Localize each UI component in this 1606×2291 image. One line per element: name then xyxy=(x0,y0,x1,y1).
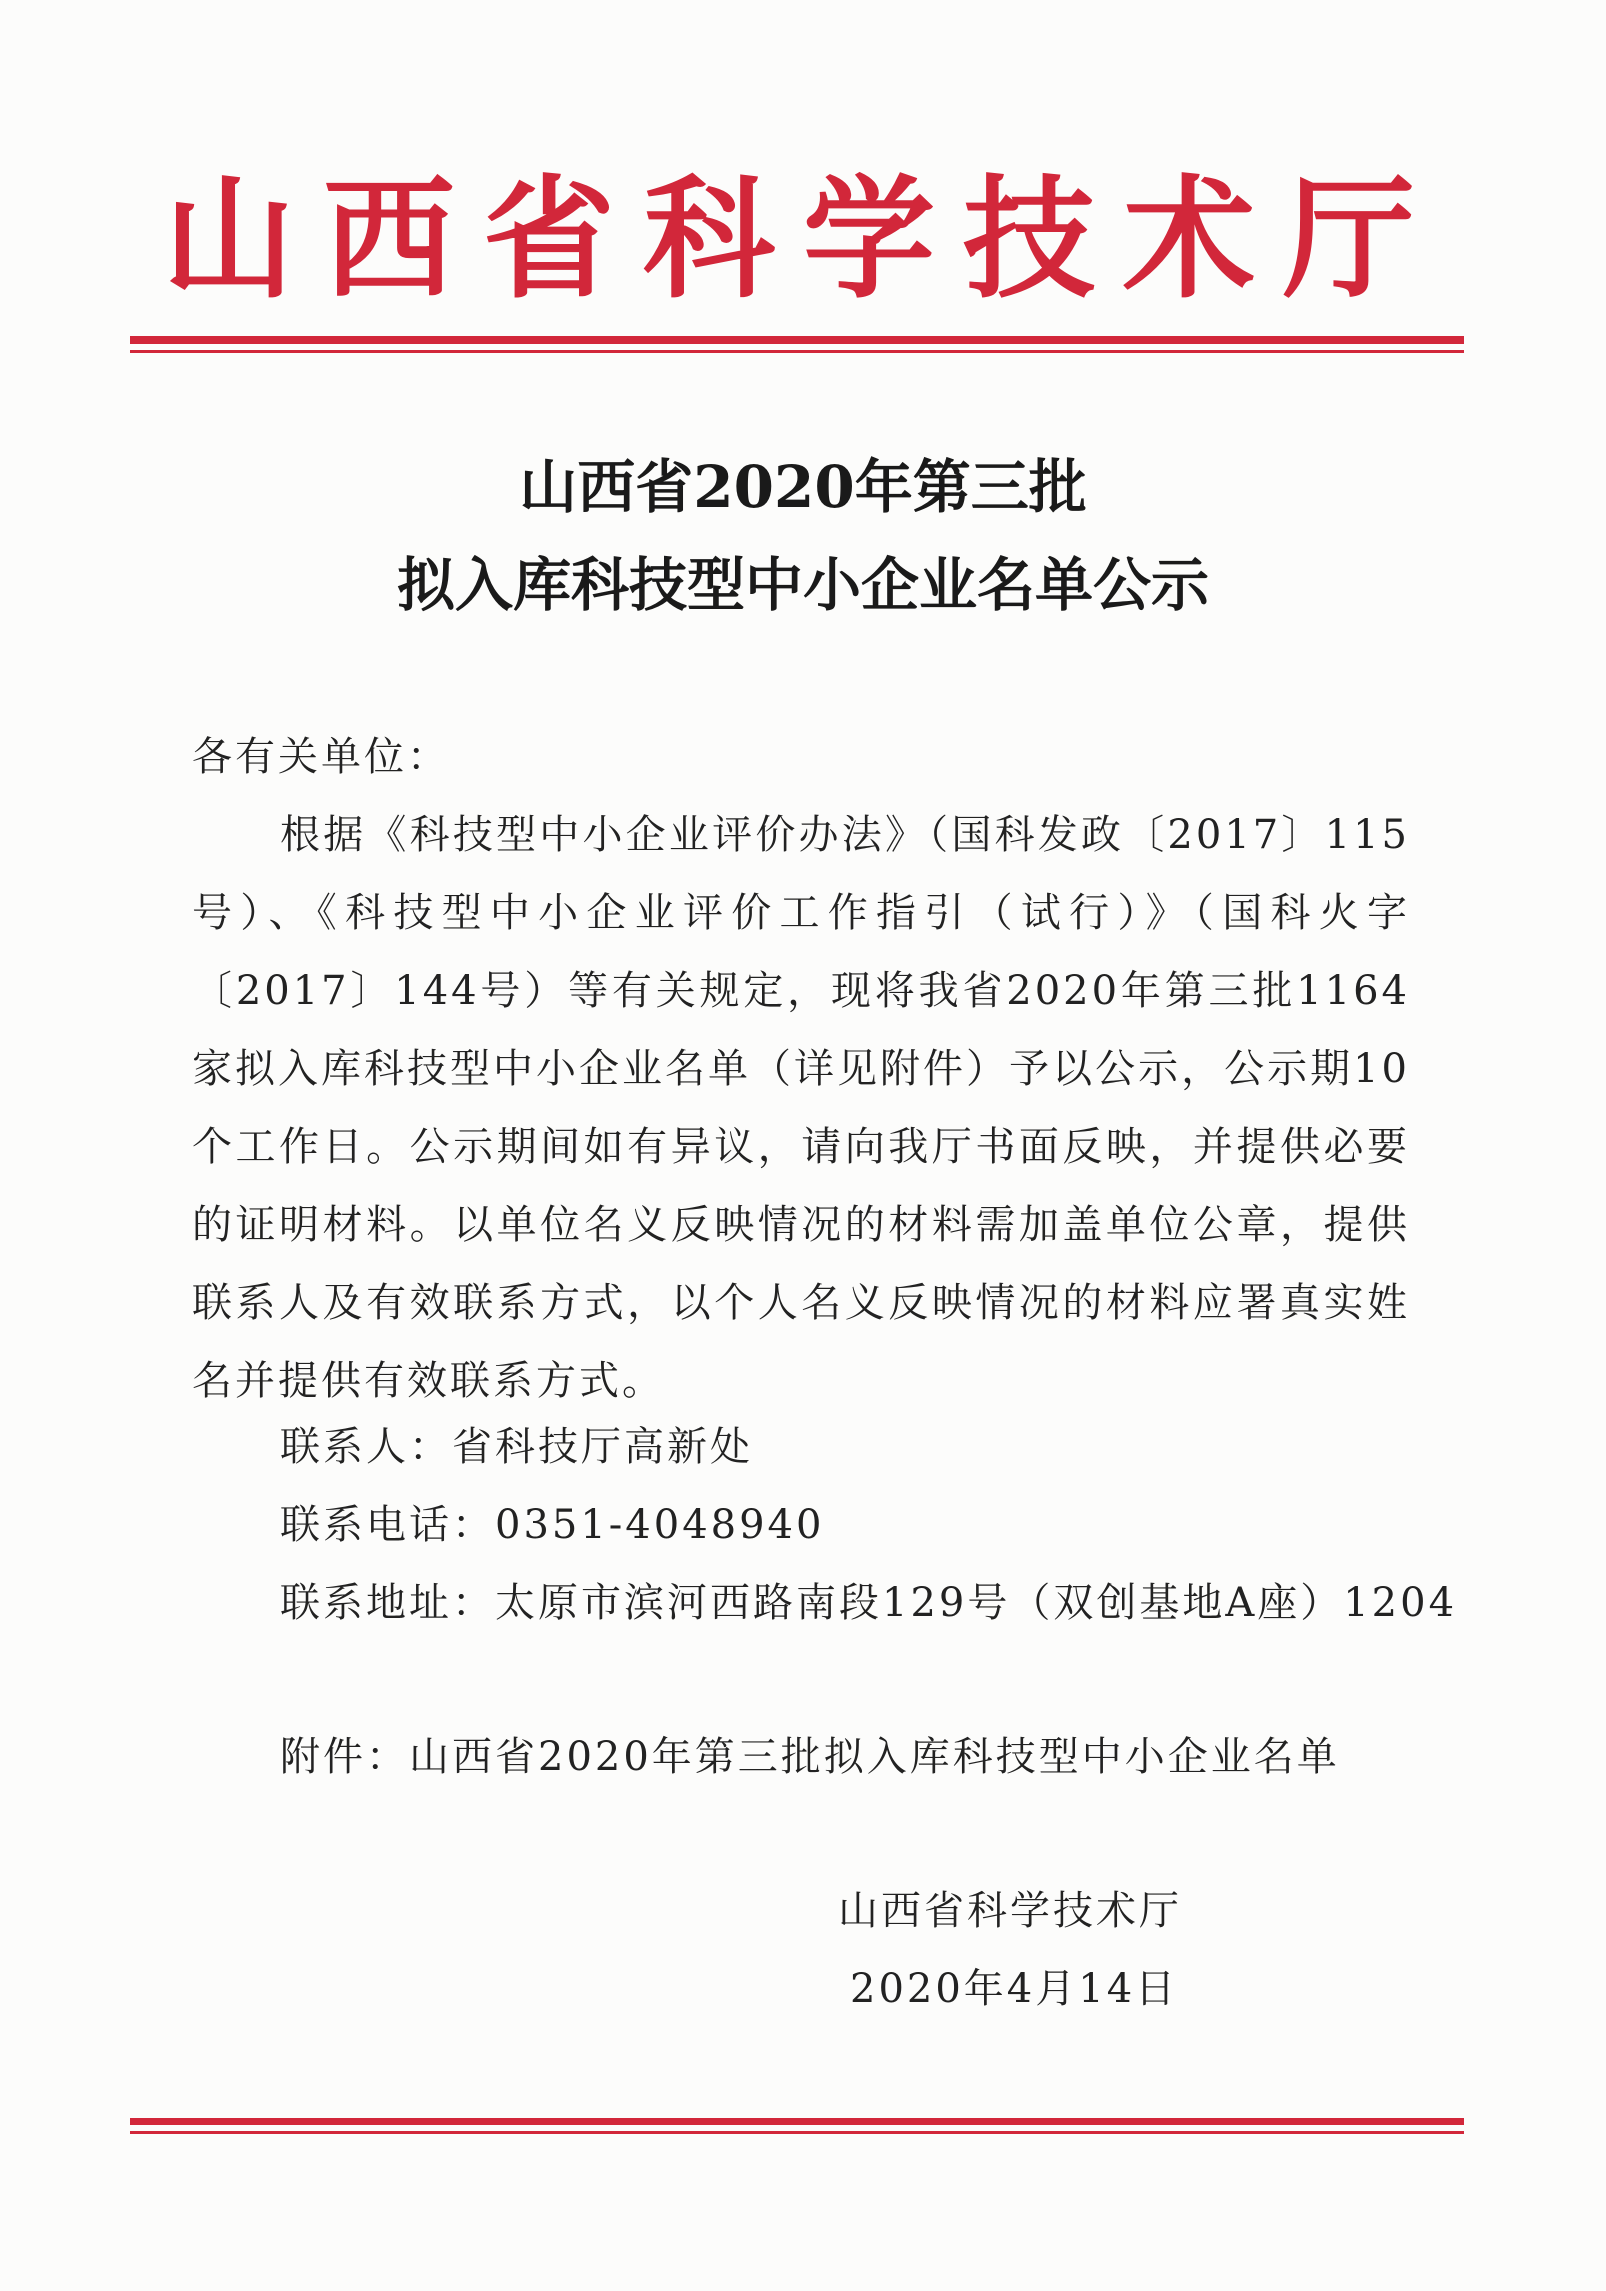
notice-title-line1: 山西省2020年第三批 xyxy=(519,453,1087,521)
contact-person: 联系人：省科技厅高新处 xyxy=(280,1424,753,1470)
footer-rule-thin xyxy=(130,2131,1464,2134)
letterhead-rule-thick xyxy=(130,336,1464,344)
footer-rule-thick xyxy=(130,2118,1464,2125)
body-paragraph: 根据《科技型中小企业评价办法》（国科发政〔2017〕115号）、《科技型中小企业评价工作指引（试行）》（国科火字〔2017〕144号）等有关规定，现将我省2020年第三批1164家拟入库科技型中小企业名单（详见附件）予以公示，公示期10个工作日。公示期间如有异议，请向我厅书面反映，并提供必要的证明材料。以单位名义反映情况的材料需加盖单位公章，提供联系人及有效联系方式，以个人名义反映情况的材料应署真实姓名并提供有效联系方式。 xyxy=(192,812,1410,1404)
signature-date: 2020年4月14日 xyxy=(850,1966,1179,2012)
salutation: 各有关单位： xyxy=(192,734,450,780)
contact-address: 联系地址：太原市滨河西路南段129号（双创基地A座）1204 xyxy=(280,1580,1458,1626)
attachment-note: 附件：山西省2020年第三批拟入库科技型中小企业名单 xyxy=(280,1734,1340,1780)
notice-title-line2: 拟入库科技型中小企业名单公示 xyxy=(396,551,1209,619)
body-paragraph-block xyxy=(192,796,1410,1420)
contact-phone: 联系电话：0351-4048940 xyxy=(280,1502,825,1548)
letterhead-rule-thin xyxy=(130,350,1464,353)
signature-org: 山西省科学技术厅 xyxy=(838,1888,1182,1934)
letterhead-title: 山西省科学技术厅 xyxy=(163,163,1443,317)
